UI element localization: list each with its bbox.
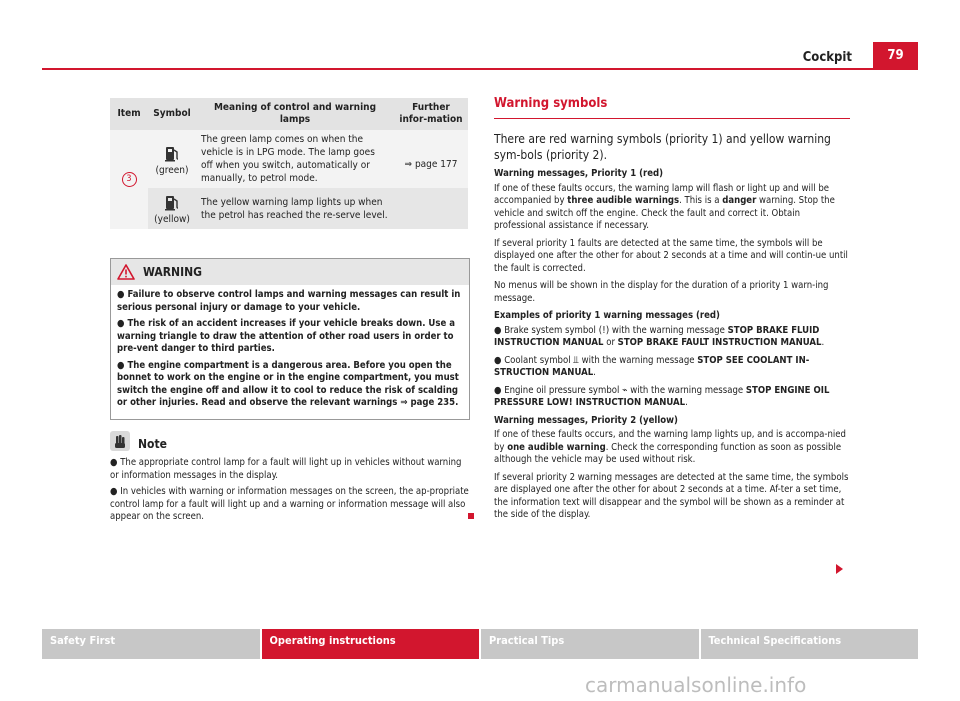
example-coolant: ● Coolant symbol ⫫ with the warning message STOP SEE COOLANT IN-STRUCTION MANUAL. (494, 354, 810, 378)
lamp-table (110, 98, 468, 229)
note-item: ● In vehicles with warning or information messages on the screen, the ap-propriate control lamp for a fault will light up and a warning or information message will also appear on the screen. (110, 486, 469, 522)
warning-box (110, 258, 470, 420)
reference-link[interactable]: ⇒ page 177 (394, 130, 468, 188)
fuel-pump-icon (164, 193, 180, 211)
reference-cell (394, 188, 468, 229)
note-title: Note (138, 436, 167, 451)
col-header-info: Further infor-mation (394, 98, 468, 130)
note-item: ● The appropriate control lamp for a fault will light up in vehicles without warning or information messages in the display. (110, 457, 462, 481)
item-cell (110, 130, 148, 229)
table-row (110, 130, 468, 188)
priority2-para2: If several priority 2 warning messages are detected at the same time, the symbols are displayed one after the other for about 2 seconds at a time. Af-ter a set time, the information text will disappear and the symbol will be shown as a reminder at the side of the display. (494, 471, 849, 520)
footer-tab-safety-first[interactable]: Safety First (42, 629, 260, 659)
warning-item: ● Failure to observe control lamps and warning messages can result in serious personal injury or damage to your vehicle. (117, 289, 461, 313)
page-header-title: Cockpit (802, 50, 852, 65)
warning-title: WARNING (143, 265, 202, 279)
note-hand-icon (110, 431, 130, 451)
page-number: 79 (873, 42, 918, 68)
warning-item: ● The engine compartment is a dangerous area. Before you open the bonnet to work on the engine or in the engine compartment, you must switch the engine off and allow it to cool to reduce the risk of scalding or other injuries. Read and observe the relevant warnings ⇒ page 235. (117, 359, 459, 408)
priority1-para3: No menus will be shown in the display for the duration of a priority 1 warn-ing message. (494, 280, 829, 304)
symbol-cell (148, 130, 196, 188)
example-oil: ● Engine oil pressure symbol ⌁ with the warning message STOP ENGINE OIL PRESSURE LOW! INSTRUCTION MANUAL. (494, 384, 830, 408)
col-header-meaning: Meaning of control and warning lamps (196, 98, 394, 130)
meaning-cell: The green lamp comes on when the vehicle is in LPG mode. The lamp goes off when you switch, automatically or manually, to petrol mode. (196, 130, 394, 188)
priority1-text: If one of these faults occurs, the warning lamp will flash or light up and will be accompanied by three audible warnings. This is a danger warning. Stop the vehicle and switch off the engine. Check the fault and correct it. Obtain professional assistance if necessary. (494, 182, 835, 231)
fuel-pump-icon (164, 144, 180, 162)
priority1-heading: Warning messages, Priority 1 (red) (494, 168, 664, 179)
examples-heading: Examples of priority 1 warning messages (red) (494, 310, 720, 321)
warning-triangle-icon (117, 264, 135, 280)
section-title: Warning symbols (494, 96, 608, 111)
continue-arrow-icon (836, 564, 843, 574)
footer-tab-practical-tips[interactable]: Practical Tips (481, 629, 699, 659)
warning-item: ● The risk of an accident increases if your vehicle breaks down. Use a warning triangle to draw the attention of other road users in order to pre-vent danger to third parties. (117, 318, 455, 354)
section-end-mark (468, 513, 474, 519)
meaning-cell: The yellow warning lamp lights up when the petrol has reached the re-serve level. (196, 188, 394, 229)
symbol-label: (green) (155, 164, 189, 176)
intro-text: There are red warning symbols (priority 1) and yellow warning sym-bols (priority 2). (494, 132, 831, 162)
example-brake: ● Brake system symbol (!) with the warning message STOP BRAKE FLUID INSTRUCTION MANUAL or STOP BRAKE FAULT INSTRUCTION MANUAL. (494, 324, 825, 348)
watermark: carmanualsonline.info (585, 673, 807, 697)
coolant-symbol-icon: ⫫ (573, 354, 579, 366)
col-header-symbol: Symbol (148, 98, 196, 130)
priority2-heading: Warning messages, Priority 2 (yellow) (494, 414, 678, 426)
note-header (110, 428, 470, 454)
header-divider (42, 68, 918, 70)
note-section (110, 428, 470, 528)
priority1-para2: If several priority 1 faults are detected at the same time, the symbols will be displayed one after the other for about 2 seconds at a time and will contin-ue until the fault is corrected. (494, 237, 848, 274)
symbol-label: (yellow) (154, 214, 190, 225)
footer-tab-technical-specifications[interactable]: Technical Specifications (701, 629, 919, 659)
warning-body (111, 285, 469, 418)
footer-tab-operating-instructions[interactable]: Operating instructions (262, 629, 480, 659)
footer-nav (42, 629, 918, 659)
symbol-cell (148, 188, 196, 229)
priority2-text: If one of these faults occurs, and the warning lamp lights up, and is accompa-nied by one audible warning. Check the corresponding function as soon as possible although the vehicle may be used without risk. (494, 429, 846, 465)
warning-header (111, 259, 469, 285)
warning-symbols-section (494, 98, 850, 527)
brake-symbol-icon: (!) (598, 324, 610, 336)
col-header-item: Item (110, 98, 148, 130)
section-divider (494, 118, 850, 119)
item-number: 3 (122, 172, 137, 187)
table-row (110, 188, 468, 229)
oil-can-icon: ⌁ (622, 384, 628, 396)
